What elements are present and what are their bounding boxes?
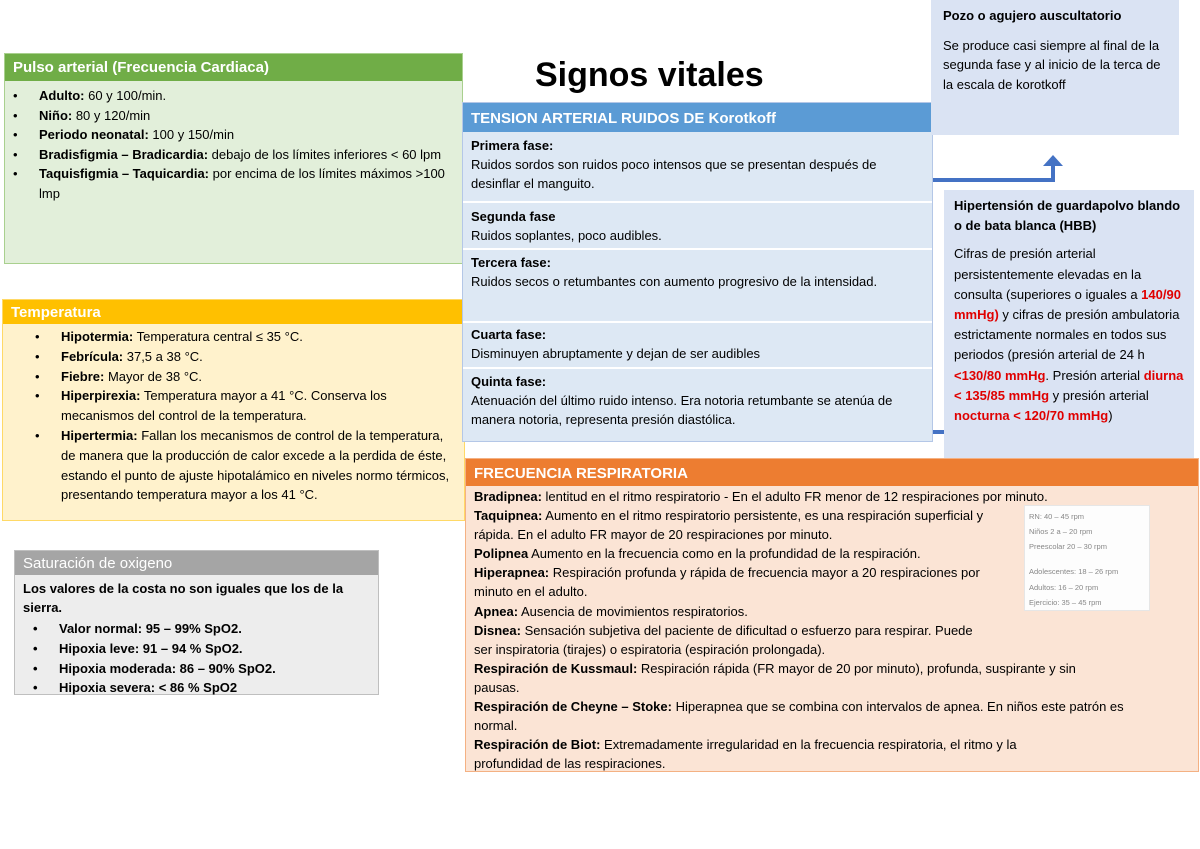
list-item: • Niño: 80 y 120/min — [39, 106, 452, 126]
phase-item — [463, 370, 932, 431]
list-item: • Bradisfigmia – Bradicardia: debajo de los límites inferiores < 60 lpm — [39, 145, 452, 165]
oxygen-saturation-intro: Los valores de la costa no son iguales que los de la sierra. — [23, 581, 344, 615]
phase-title: Segunda fase — [471, 209, 556, 224]
inset-row: Ejercicio: 35 – 45 rpm — [1029, 598, 1102, 607]
inset-row: RN: 40 – 45 rpm — [1029, 512, 1085, 521]
oxygen-saturation-panel — [14, 550, 379, 695]
divider — [463, 248, 932, 250]
list-item: Polipnea Aumento en la frecuencia como en la profundidad de la respiración. — [474, 546, 921, 562]
phase-text: Disminuyen abruptamente y dejan de ser audibles — [471, 346, 761, 361]
page-title: Signos vitales — [535, 56, 764, 94]
list-item: • Fiebre: Mayor de 38 °C. — [61, 367, 456, 387]
phase-title: Quinta fase: — [471, 374, 547, 389]
phase-text: Ruidos secos o retumbantes con aumento progresivo de la intensidad. — [471, 274, 878, 289]
respiratory-reference-image — [1024, 505, 1150, 611]
list-item: • Adulto: 60 y 100/min. — [39, 86, 452, 106]
pulse-panel — [4, 53, 463, 264]
list-item: • Hipoxia severa: < 86 % SpO2 — [59, 678, 370, 698]
white-coat-hypertension-note — [944, 190, 1194, 458]
list-item: Respiración de Kussmaul: Respiración rápida (FR mayor de 20 por minuto), profunda, suspirante y sin pausas. — [474, 660, 1076, 695]
divider — [463, 367, 932, 369]
oxygen-saturation-header: Saturación de oxigeno — [15, 551, 378, 575]
list-item: Bradipnea: lentitud en el ritmo respiratorio - En el adulto FR menor de 12 respiraciones por minuto. — [474, 489, 1048, 504]
note-text: Se produce casi siempre al final de la segunda fase y al inicio de la terca de la escala de korotkoff — [943, 37, 1161, 92]
phase-text: Ruidos soplantes, poco audibles. — [471, 228, 662, 243]
phase-title: Cuarta fase: — [471, 327, 547, 342]
inset-row: Adultos: 16 – 20 rpm — [1029, 583, 1099, 592]
phase-title: Primera fase: — [471, 138, 554, 153]
blood-pressure-header: TENSION ARTERIAL RUIDOS DE Korotkoff — [463, 103, 932, 132]
phase-title: Tercera fase: — [471, 255, 551, 270]
note-title: Hipertensión de guardapolvo blando o de bata blanca (HBB) — [954, 198, 1181, 234]
list-item: • Periodo neonatal: 100 y 150/min — [39, 125, 452, 145]
phase-item — [463, 134, 932, 195]
phase-text: Atenuación del último ruido intenso. Era notoria retumbante se atenúa de manera notoria, representa presión diastólica. — [471, 393, 893, 427]
list-item: • Taquisfigmia – Taquicardia: por encima de los límites máximos >100 lmp — [39, 164, 452, 203]
phase-item — [463, 251, 932, 293]
list-item: • Hipoxia moderada: 86 – 90% SpO2. — [59, 659, 370, 679]
oxygen-saturation-list — [15, 617, 378, 698]
temperature-list — [3, 324, 464, 505]
divider — [463, 201, 932, 203]
phase-text: Ruidos sordos son ruidos poco intensos que se presentan después de desinflar el manguito. — [471, 157, 877, 191]
temperature-header: Temperatura — [3, 300, 464, 324]
list-item: Taquipnea: Aumento en el ritmo respiratorio persistente, es una respiración superficial y rápida. En el adulto FR mayor de 20 respiraciones por minuto. — [474, 508, 984, 543]
inset-row: Adolescentes: 18 – 26 rpm — [1029, 567, 1119, 576]
list-item: • Hipoxia leve: 91 – 94 % SpO2. — [59, 639, 370, 659]
list-item: Respiración de Biot: Extremadamente irregularidad en la frecuencia respiratoria, el ritmo y la profundidad de las respiraciones. — [474, 737, 1017, 772]
phase-item — [463, 323, 932, 365]
blood-pressure-panel — [462, 102, 933, 442]
list-item: Disnea: Sensación subjetiva del paciente de dificultad o esfuerzo para respirar. Puede ser inspiratoria (tirajes) o espiratoria (espiración prolongada). — [474, 622, 973, 657]
pulse-list — [5, 81, 462, 203]
list-item: Hiperapnea: Respiración profunda y rápida de frecuencia mayor a 20 respiraciones por minuto en el adulto. — [474, 565, 980, 600]
inset-row: Niños 2 a – 20 rpm — [1029, 527, 1093, 536]
list-item: • Hipertermia: Fallan los mecanismos de control de la temperatura, de manera que la producción de calor excede a la perdida de éste, estando el punto de ajuste hipotalámico en niveles normo térmicos, presentando temperatura mayor a los 41 °C. — [61, 426, 456, 505]
respiratory-rate-header: FRECUENCIA RESPIRATORIA — [466, 459, 1198, 486]
note-text: Cifras de presión arterial persistentemente elevadas en la consulta (superiores o iguales a 140/90 mmHg) y cifras de presión ambulatoria estrictamente normales en todos sus periodos (presión arterial de 24 h <130/80 mmHg. Presión arterial diurna < 135/85 mmHg y presión arterial nocturna < 120/70 mmHg) — [954, 246, 1184, 424]
list-item: • Febrícula: 37,5 a 38 °C. — [61, 347, 456, 367]
phase-item — [463, 205, 932, 247]
auscultatory-gap-note — [931, 0, 1179, 135]
list-item: • Hiperpirexia: Temperatura mayor a 41 °C. Conserva los mecanismos del control de la temperatura. — [61, 386, 456, 426]
temperature-panel — [2, 299, 465, 521]
list-item: • Valor normal: 95 – 99% SpO2. — [59, 619, 370, 639]
list-item: • Hipotermia: Temperatura central ≤ 35 °C. — [61, 327, 456, 347]
list-item: Apnea: Ausencia de movimientos respiratorios. — [474, 603, 748, 619]
note-title: Pozo o agujero auscultatorio — [943, 8, 1122, 23]
list-item: Respiración de Cheyne – Stoke: Hiperapnea que se combina con intervalos de apnea. En niños este patrón es normal. — [474, 699, 1124, 734]
inset-row: Preescolar 20 – 30 rpm — [1029, 542, 1107, 551]
pulse-header: Pulso arterial (Frecuencia Cardiaca) — [5, 54, 462, 81]
